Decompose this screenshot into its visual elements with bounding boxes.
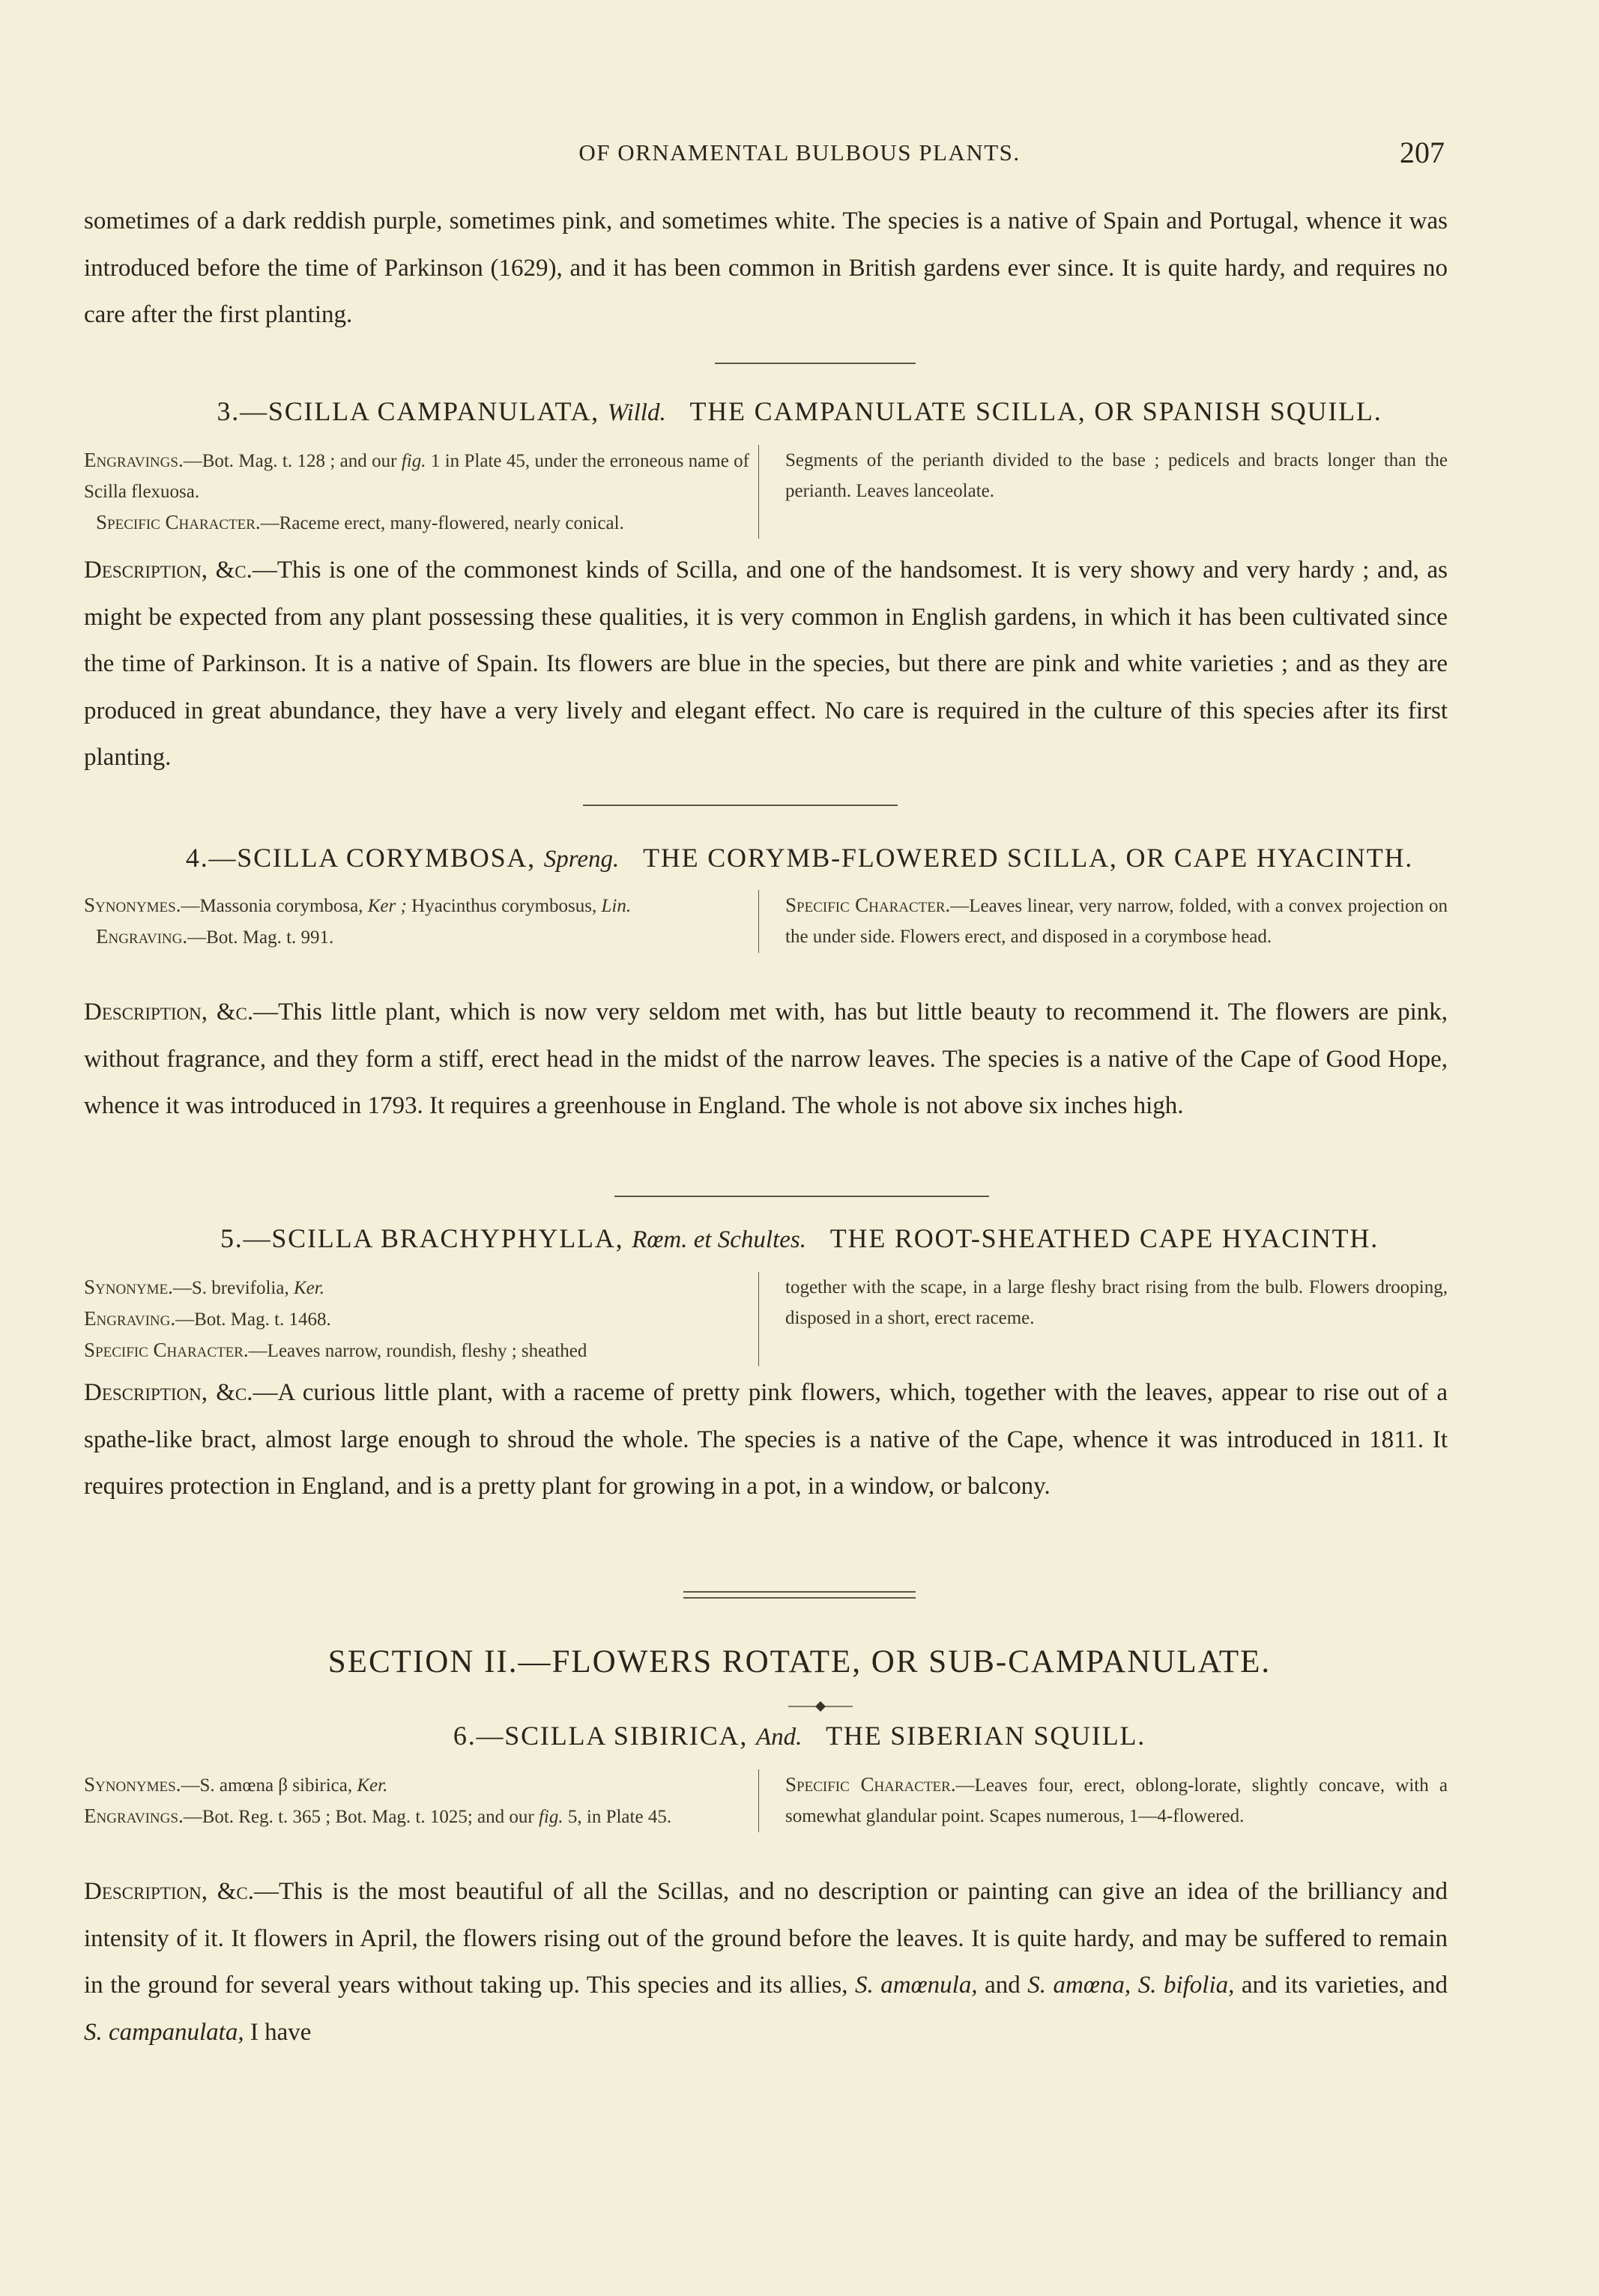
entry-notes-right: Segments of the perianth divided to the base ; pedicels and bracts longer than the perianth. Leaves lanceolate. bbox=[785, 450, 1448, 501]
entry-heading-4: 4.—SCILLA CORYMBOSA, Spreng. THE CORYMB-FLOWERED SCILLA, OR CAPE HYACINTH. bbox=[185, 843, 1414, 873]
running-title: OF ORNAMENTAL BULBOUS PLANTS. bbox=[578, 139, 1021, 166]
entry-heading-3: 3.—SCILLA CAMPANULATA, Willd. THE CAMPANULATE SCILLA, OR SPANISH SQUILL. bbox=[217, 396, 1382, 426]
double-rule-top bbox=[683, 1591, 916, 1593]
divider-rule bbox=[583, 805, 898, 806]
entry-heading-5: 5.—SCILLA BRACHYPHYLLA, Rœm. et Schultes. THE ROOT-SHEATHED CAPE HYACINTH. bbox=[220, 1223, 1379, 1253]
entry-description-5: Description, &c.—A curious little plant, with a raceme of pretty pink flowers, which, together with the leaves, appear to rise out of a spathe-like bract, almost large enough to shroud the whole. The species is a native of the Cape, whence it was introduced in 1811. It requires protection in England, and is a pretty plant for growing in a pot, in a window, or balcony. bbox=[84, 1379, 1448, 1500]
entry-description-4: Description, &c.—This little plant, which is now very seldom met with, has but little beauty to recommend it. The flowers are pink, without fragrance, and they form a stiff, erect head in the midst of the narrow leaves. The species is a native of the Cape of Good Hope, whence it was introduced in 1793. It requires a greenhouse in England. The whole is not above six inches high. bbox=[84, 999, 1448, 1119]
ornament-diamond-icon bbox=[788, 1699, 853, 1714]
entry-notes-4: Synonymes.—Massonia corymbosa, Ker ; Hyacinthus corymbosus, Lin. Engraving.—Bot. Mag. t. 991. Specific Character.—Leaves linear, very narrow, folded, with a convex projection on the under side. Flowers erect, and disposed in a corymbose head. bbox=[84, 890, 1448, 984]
running-head bbox=[0, 135, 1599, 180]
divider-rule bbox=[715, 363, 916, 364]
entry-notes-left: Engravings.—Bot. Mag. t. 128 ; and our fig. 1 in Plate 45, under the erroneous name of Scilla flexuosa. Specific Character.—Raceme erect, many-flowered, nearly conical. bbox=[84, 445, 759, 539]
entry-notes-3 bbox=[84, 445, 1448, 539]
page-number: 207 bbox=[1400, 136, 1445, 169]
double-rule-bottom bbox=[683, 1597, 916, 1599]
section-heading: SECTION II.—FLOWERS ROTATE, OR SUB-CAMPANULATE. bbox=[327, 1644, 1272, 1679]
entry-notes-5: Synonyme.—S. brevifolia, Ker. Engraving.—Bot. Mag. t. 1468. Specific Character.—Leaves narrow, roundish, fleshy ; sheathed together with the scape, in a large fleshy bract rising from the bulb. Flowers drooping, disposed in a short, erect raceme. bbox=[84, 1272, 1448, 1366]
entry-notes-6: Synonymes.—S. amœna β sibirica, Ker. Engravings.—Bot. Reg. t. 365 ; Bot. Mag. t. 1025; and our fig. 5, in Plate 45. Specific Character.—Leaves four, erect, oblong-lorate, slightly concave, with a somewhat glandular point. Scapes numerous, 1—4-flowered. bbox=[84, 1769, 1448, 1864]
intro-paragraph-block bbox=[84, 198, 1448, 339]
intro-paragraph: sometimes of a dark reddish purple, sometimes pink, and sometimes white. The species is a native of Spain and Portugal, whence it was introduced before the time of Parkinson (1629), and it has been common in British gardens ever since. It is quite hardy, and requires no care after the first planting. bbox=[84, 208, 1448, 328]
divider-rule bbox=[614, 1196, 989, 1197]
entry-description-6: Description, &c.—This is the most beautiful of all the Scillas, and no description or painting can give an idea of the brilliancy and intensity of it. It flowers in April, the flowers rising out of the ground before the leaves. It is quite hardy, and may be suffered to remain in the ground for several years without taking up. This species and its allies, S. amœnula, and S. amœna, S. bifolia, and its varieties, and S. campanulata, I have bbox=[84, 1878, 1448, 2046]
entry-description-3: Description, &c.—This is one of the commonest kinds of Scilla, and one of the handsomest. It is very showy and very hardy ; and, as might be expected from any plant possessing these qualities, it is very common in English gardens, in which it has been cultivated since the time of Parkinson. It is a native of Spain. Its flowers are blue in the species, but there are pink and white varieties ; and as they are produced in great abundance, they have a very lively and elegant effect. No care is required in the culture of this species after its first planting. bbox=[84, 557, 1448, 771]
entry-heading-6: 6.—SCILLA SIBIRICA, And. THE SIBERIAN SQUILL. bbox=[453, 1721, 1146, 1751]
